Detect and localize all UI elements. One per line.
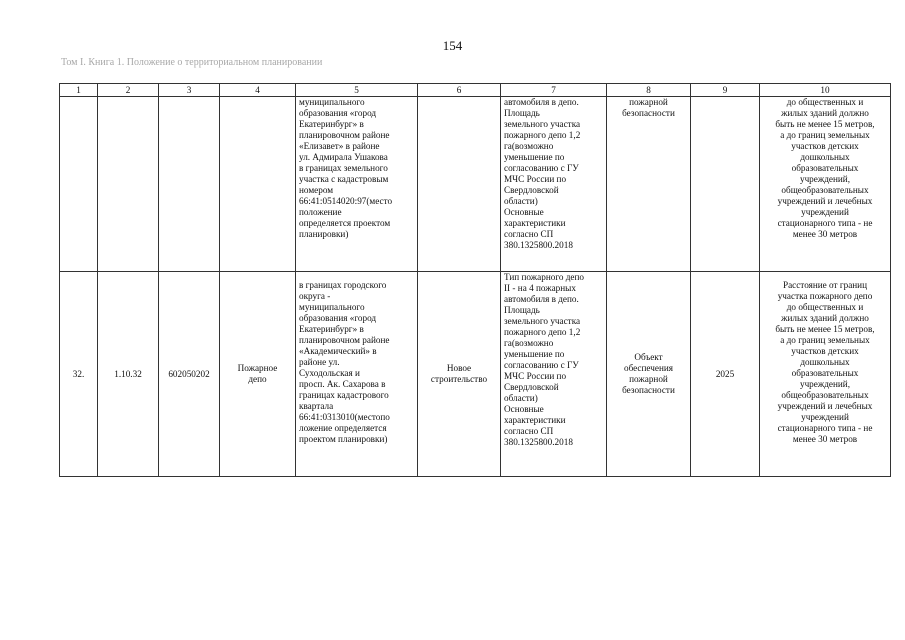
cell-location: муниципального образования «город Екатеринбург» в планировочном районе «Елизавет» в районе ул. Адмирала Ушакова в границах земельного участка с кадастровым номером 66:41:0514020:97(место положение определяется проектом планировки) [296,97,418,272]
column-header: 5 [296,84,418,97]
column-header: 3 [159,84,220,97]
cell-year: 2025 [691,272,760,477]
cell-characteristics: Тип пожарного депо II - на 4 пожарных автомобиля в депо. Площадь земельного участка пожарного депо 1,2 га(возможно уменьшение по согласованию с ГУ МЧС России по Свердловской области) Основные характеристики согласно СП 380.1325800.2018 [501,272,607,477]
table-row [60,97,891,272]
cell-zones: до общественных и жилых зданий должно быть не менее 15 метров, а до границ земельных участков детских дошкольных образовательных учреждений, общеобразовательных учреждений и лечебных учреждений стационарного типа - не менее 30 метров [760,97,891,272]
column-header: 9 [691,84,760,97]
column-header: 4 [220,84,296,97]
cell-zones: Расстояние от границ участка пожарного депо до общественных и жилых зданий должно быть не менее 15 метров, а до границ земельных участков детских дошкольных образовательных учреждений, общеобразовательных учреждений и лечебных учреждений стационарного типа - не менее 30 метров [760,272,891,477]
cell-purpose: пожарной безопасности [607,97,691,272]
header-row [60,84,891,97]
column-header: 6 [418,84,501,97]
column-header: 8 [607,84,691,97]
cell-number [60,97,98,272]
cell-status [418,97,501,272]
cell-id: 602050202 [159,272,220,477]
cell-code [98,97,159,272]
cell-id [159,97,220,272]
cell-name: Пожарное депо [220,272,296,477]
cell-code: 1.10.32 [98,272,159,477]
column-header: 10 [760,84,891,97]
cell-purpose: Объект обеспечения пожарной безопасности [607,272,691,477]
cell-number: 32. [60,272,98,477]
cell-characteristics: автомобиля в депо. Площадь земельного участка пожарного депо 1,2 га(возможно уменьшение по согласованию с ГУ МЧС России по Свердловской области) Основные характеристики согласно СП 380.1325800.2018 [501,97,607,272]
page-number: 154 [442,38,463,53]
cell-location: в границах городского округа - муниципального образования «город Екатеринбург» в планировочном районе «Академический» в районе ул. Суходольская и просп. Ак. Сахарова в границах кадастрового квартала 66:41:0313010(местопо ложение определяется проектом планировки) [296,272,418,477]
column-header: 7 [501,84,607,97]
table-row [60,272,891,477]
cell-status: Новое строительство [418,272,501,477]
objects-table [59,83,891,477]
column-header: 2 [98,84,159,97]
running-header: Том I. Книга 1. Положение о территориальном планировании [61,57,323,68]
column-header: 1 [60,84,98,97]
cell-name [220,97,296,272]
cell-year [691,97,760,272]
